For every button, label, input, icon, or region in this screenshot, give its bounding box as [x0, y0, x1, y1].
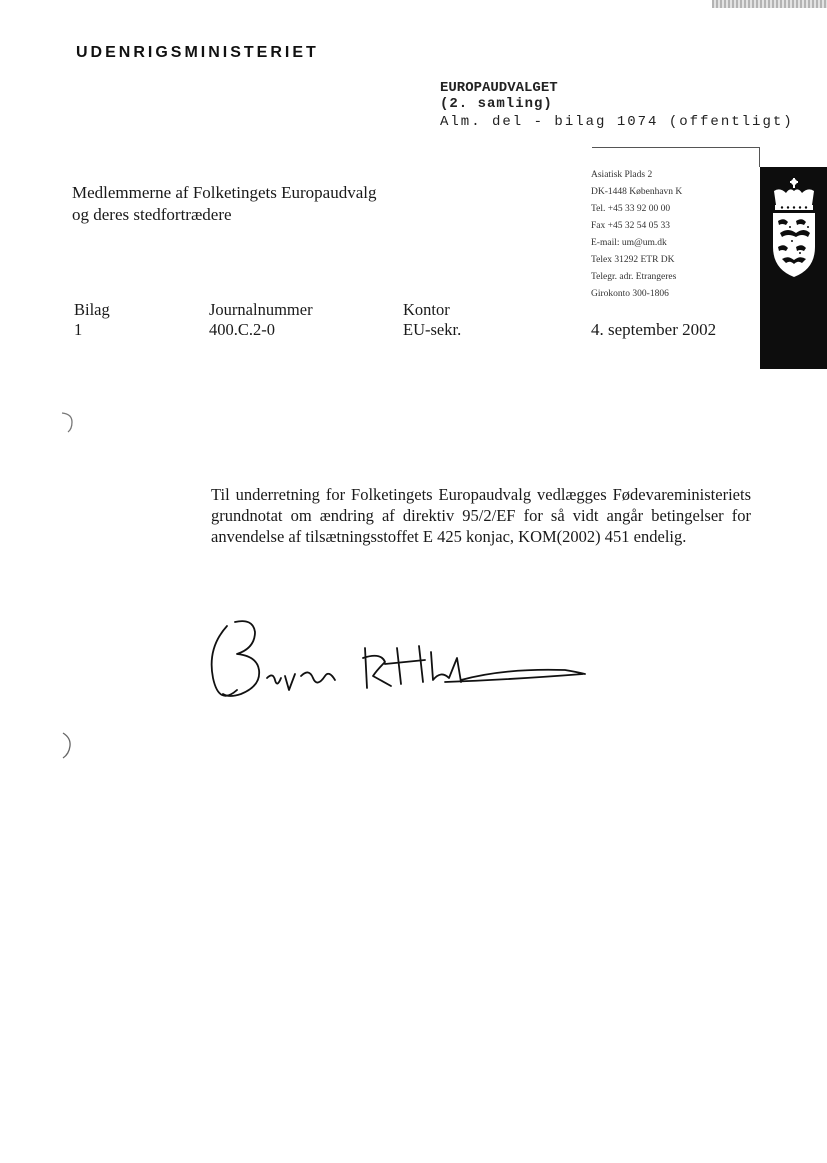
address-line: Asiatisk Plads 2	[591, 170, 653, 180]
address-line: Telex 31292 ETR DK	[591, 255, 675, 265]
danish-coat-of-arms-icon	[766, 177, 822, 287]
address-line: Tel. +45 33 92 00 00	[591, 204, 671, 214]
recipient-line: Medlemmerne af Folketingets Europaudvalg	[72, 183, 377, 202]
stamp-reference: Alm. del - bilag 1074 (offentligt)	[440, 114, 794, 130]
punch-mark-icon	[55, 730, 77, 760]
kontor-label: Kontor	[403, 300, 450, 319]
address-line: DK-1448 København K	[591, 187, 683, 197]
stamp-session: (2. samling)	[440, 96, 553, 112]
journal-label: Journalnummer	[209, 300, 313, 319]
address-divider	[592, 147, 760, 148]
recipient	[72, 182, 377, 226]
bilag-value: 1	[74, 320, 83, 339]
journal-value: 400.C.2-0	[209, 320, 275, 339]
bilag-label: Bilag	[74, 300, 110, 319]
recipient-line: og deres stedfortrædere	[72, 205, 232, 224]
address-line: Telegr. adr. Etrangeres	[591, 272, 677, 282]
address-line: E-mail: um@um.dk	[591, 238, 667, 248]
address-line: Fax +45 32 54 05 33	[591, 221, 670, 231]
letter-body: Til underretning for Folketingets Europaudvalg vedlægges Fødevareministeriets grundnotat om ændring af direktiv 95/2/EF for så vidt angår betingelser for anvendelse af tilsætningsstoffet E 425 konjac, KOM(2002) 451 endelig.	[211, 485, 751, 546]
kontor-value: EU-sekr.	[403, 320, 462, 339]
letter-date: 4. september 2002	[591, 320, 717, 339]
address-line: Girokonto 300-1806	[591, 289, 669, 299]
ministry-name: UDENRIGSMINISTERIET	[76, 44, 319, 61]
address-divider-vertical	[759, 147, 760, 167]
ministry-address	[591, 167, 682, 303]
scan-artifact	[712, 0, 827, 8]
stamp-committee: EUROPAUDVALGET	[440, 80, 558, 96]
handwritten-signature	[205, 618, 595, 713]
punch-mark-icon	[58, 410, 80, 434]
